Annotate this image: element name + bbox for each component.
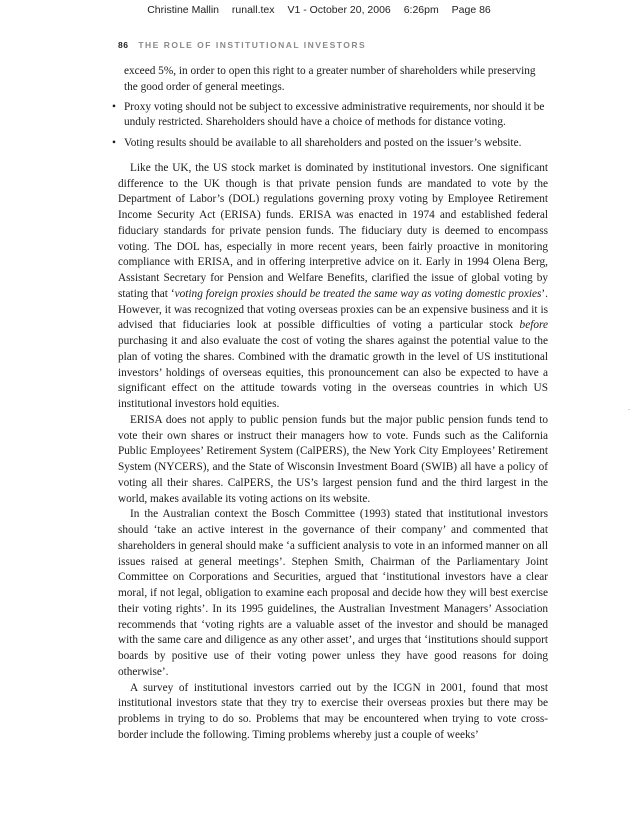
list-item-text: Proxy voting should not be subject to excessive administrative requirements, nor should it be unduly restricted. Shareholders should have a choice of methods for distance voting.: [124, 100, 545, 129]
margin-mark: .: [628, 403, 630, 412]
emphasis-before: before: [519, 319, 548, 332]
bullet-icon: •: [112, 137, 116, 149]
paragraph-erisa: ERISA does not apply to public pension funds but the major public pension funds tend to vote their own shares or instruct their managers how to vote. Funds such as the California Public Employees’ Retirement System (CalPERS), the New York City Employees’ Retirement System (NYCERS), and the State of Wisconsin Investment Board (SWIB) all have a policy of voting all their shares. CalPERS, the US’s largest pension fund and the third largest in the world, makes available its voting actions on its website.: [118, 413, 548, 505]
list-item: [112, 136, 548, 152]
continuation-text: exceed 5%, in order to open this right to a greater number of shareholders while preserving the good order of general meetings.: [124, 65, 536, 93]
header-author: Christine Mallin: [147, 4, 219, 16]
paragraph-text: Like the UK, the US stock market is dominated by institutional investors. One significant difference to the UK though is that private pension funds are mandated to vote by the Department of Labor’s (DOL) regulations governing proxy voting by Employee Retirement Income Security Act (ERISA) funds. ERISA was enacted in 1974 and established federal fiduciary standards for private pension funds. The fiduciary duty is deemed to encompass voting. The DOL has, especially in more recent years, been fairly proactive in monitoring compliance with ERISA, and in offering interpretive advice on it. Early in 1994 Olena Berg, Assistant Secretary for Pension and Welfare Benefits, clarified the issue of global voting by stating that ‘: [118, 161, 548, 300]
chapter-title: THE ROLE OF INSTITUTIONAL INVESTORS: [138, 40, 367, 50]
bullet-icon: •: [112, 100, 116, 113]
paragraph-us-market: [118, 161, 548, 413]
quote-italic: voting foreign proxies should be treated the same way as voting domestic proxies: [174, 287, 542, 300]
header-time: 6:26pm: [403, 4, 439, 16]
header-file: runall.tex: [231, 4, 275, 16]
running-head: [118, 40, 366, 50]
paragraph-australia: In the Australian context the Bosch Committee (1993) stated that institutional investors should ‘take an active interest in the governance of their company’ and commented that shareholders in general should make ‘a sufficient analysis to vote in an informed manner on all issues raised at general meetings’. Stephen Smith, Chairman of the Parliamentary Joint Committee on Corporations and Securities, argued that ‘institutional investors have a clear moral, if not legal, obligation to examine each proposal and decide how they will best exercise their voting rights’. In its 1995 guidelines, the Australian Investment Managers’ Association recommends that ‘voting rights are a valuable asset of the investor and should be managed with the same care and diligence as any other asset’, and urges that ‘institutions should support boards by positive use of their voting power unless they have good reasons for doing otherwise’.: [118, 508, 548, 678]
page-number: 86: [118, 40, 129, 50]
page-header: [0, 4, 638, 16]
header-version: V1 - October 20, 2006: [287, 4, 391, 16]
header-page-label: Page 86: [451, 4, 491, 16]
list-item: [112, 100, 548, 132]
paragraph-text: ’. However, it was recognized that voting overseas proxies can be an expensive business and it is advised that fiduciaries look at possible difficulties of voting a particular stock: [118, 287, 548, 332]
paragraph-text: purchasing it and also evaluate the cost of voting the shares against the potential value to the plan of voting the shares. Combined with the dramatic growth in the level of US institutional investors’ holdings of overseas equities, this pronouncement can also be expected to have a significant effect on the attitude towards voting in the overseas countries in which US institutional investors hold equities.: [118, 335, 548, 410]
list-item-text: Voting results should be available to all shareholders and posted on the issuer’s website.: [124, 137, 522, 149]
bullet-list: [112, 100, 548, 152]
paragraph-icgn-survey: A survey of institutional investors carried out by the ICGN in 2001, found that most institutional investors state that they try to exercise their overseas proxies but there may be problems in trying to do so. Problems that may be encountered when trying to vote cross-border include the following. Timing problems whereby just a couple of weeks’: [118, 681, 548, 741]
body-text: [112, 64, 548, 744]
